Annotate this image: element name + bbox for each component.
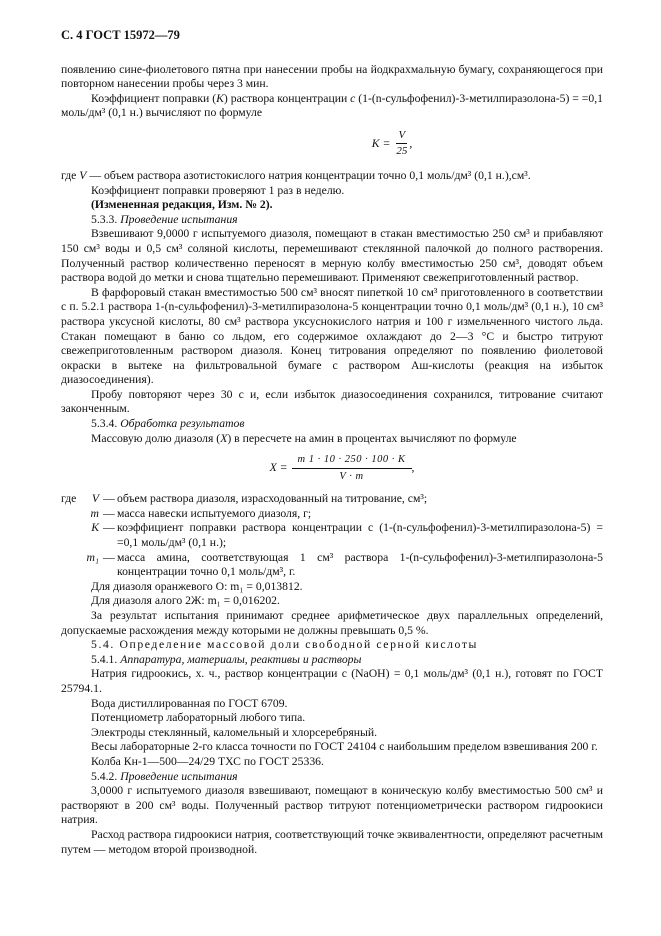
definition-dash: — (103, 521, 115, 535)
formula-mass-fraction (81, 450, 603, 486)
paragraph-correction-factor: Коэффициент поправки (K) раствора концентрации c (1-(n-сульфофенил)-3-метилпиразолона-5) = =0,1 моль/дм³ (0,1 н.) вычисляют по формуле (61, 91, 604, 120)
paragraph-where-v: где V — объем раствора азотистокислого натрия концентрации точно 0,1 моль/дм³ (0,1 н.),см³. (61, 168, 531, 182)
formula-lhs: X = (269, 460, 288, 474)
section-5-3-3-heading: 5.3.3. Проведение испытания (91, 212, 238, 226)
paragraph-revision-note: (Измененная редакция, Изм. № 2). (91, 198, 273, 212)
definition-row (61, 551, 603, 580)
paragraph-titration: В фарфоровый стакан вместимостью 500 см³ вносят пипеткой 10 см³ приготовленного в соответствии с п. 5.2.1 раствора 1-(n-сульфофенил)-3-метилпиразолона-5 концентрации точно 0,1 моль/дм³ (0,1 н.), 10 см³ раствора уксусной кислоты, 80 см³ раствора уксуснокислого натрия и 100 г измельченного чистого льда. Стакан помещают в баню со льдом, его содержимое охлаждают до 2—3 °С и быстро титруют свежеприготовленным раствором диазоля. Конец титрования определяют по появлению фиолетовой окраски в вытеке на фильтровальной бумаге с раствором Аш-кислоты (реакция на избыток диазосоединения). (61, 285, 603, 387)
paragraph-weekly-check: Коэффициент поправки проверяют 1 раз в неделю. (91, 183, 345, 197)
paragraph-result: За результат испытания принимают среднее арифметическое двух параллельных определений, допускаемые расхождения между которыми не должны превышать 0,5 %. (61, 609, 603, 637)
paragraph-electrodes: Электроды стеклянный, каломельный и хлорсеребряный. (91, 725, 378, 739)
paragraph-naoh: Натрия гидроокись, х. ч., раствор концентрации c (NaOH) = 0,1 моль/дм³ (0,1 н.), готовят по ГОСТ 25794.1. (61, 667, 603, 695)
formula-correction-factor (181, 127, 603, 161)
formula-fraction (292, 453, 412, 483)
formula-numerator: m 1 · 10 · 250 · 100 · K (292, 453, 412, 469)
section-5-4-2-heading: 5.4.2. Проведение испытания (91, 769, 238, 783)
paragraph-potentiometer: Потенциометр лабораторный любого типа. (91, 711, 306, 725)
formula-denominator: 25 (396, 145, 408, 158)
definition-row (61, 507, 603, 522)
section-5-4-1-heading: 5.4.1. Аппаратура, материалы, реактивы и растворы (91, 652, 362, 666)
definition-text: масса амина, соответствующая 1 см³ раствора 1-(n-сульфофенил)-3-метилпиразолона-5 концентрации точно 0,1 моль/дм³, г. (117, 550, 603, 579)
paragraph-continuation: появлению сине-фиолетового пятна при нанесении пробы на йодкрахмальную бумагу, сохраняющегося при повторном нанесении пробы через 3 мин. (61, 62, 603, 91)
definition-dash: — (103, 506, 115, 520)
definitions-list (61, 492, 603, 580)
formula-numerator: V (396, 129, 407, 144)
section-5-3-4-heading: 5.3.4. Обработка результатов (91, 417, 245, 431)
paragraph-weighing: Взвешивают 9,0000 г испытуемого диазоля, помещают в стакан вместимостью 250 см³ и прибавляют 150 см³ воды и 0,5 см³ соляной кислоты, перемешивают стеклянной палочкой до полного растворения. Полученный раствор количественно переносят в мерную колбу вместимостью 250 см³, доводят объем раствора водой до метки и снова тщательно перемешивают. Применяют свежеприготовленный раствор. (61, 227, 603, 285)
section-5-4-heading: 5.4. Определение массовой доли свободной серной кислоты (91, 638, 479, 652)
definition-row (61, 492, 603, 507)
definition-dash: — (103, 550, 115, 564)
paragraph-scarlet-2zh: Для диазоля алого 2Ж: m₁ = 0,016202. (91, 594, 280, 608)
definitions-where: где (61, 492, 77, 506)
paragraph-flask: Колба Кн-1—500—24/29 ТХС по ГОСТ 25336. (91, 754, 324, 768)
formula-tail: , (411, 460, 415, 474)
definition-text: коэффициент поправки раствора концентрации c (1-(n-сульфофенил)-3-метилпиразолона-5) = =0,1 моль/дм³ (0,1 н.); (117, 521, 603, 550)
paragraph-orange-o: Для диазоля оранжевого О: m₁ = 0,013812. (91, 579, 303, 593)
formula-tail: , (409, 136, 413, 150)
paragraph-equivalence: Расход раствора гидроокиси натрия, соответствующий точке эквивалентности, определяют расчетным путем — методом второй производной. (61, 827, 603, 856)
formula-fraction (394, 129, 409, 158)
definition-row (61, 521, 603, 550)
paragraph-repeat-test: Пробу повторяют через 30 с и, если избыток диазосоединения сохранился, титрование считают законченным. (61, 387, 603, 416)
definition-symbol: m₁ (86, 550, 99, 564)
paragraph-balance: Весы лабораторные 2-го класса точности по ГОСТ 24104 с наибольшим пределом взвешивания 200 г. (91, 740, 598, 754)
definition-symbol: K (91, 521, 99, 535)
definition-symbol: V (91, 492, 99, 506)
paragraph-dissolve: 3,0000 г испытуемого диазоля взвешивают, помещают в коническую колбу вместимостью 500 см³ и растворяют в 200 см³ воды. Полученный раствор титруют потенциометрически раствором гидроокиси натрия. (61, 784, 603, 827)
definition-text: масса навески испытуемого диазоля, г; (117, 506, 312, 520)
page-header: С. 4 ГОСТ 15972—79 (61, 28, 180, 42)
definition-text: объем раствора диазоля, израсходованный на титрование, см³; (117, 492, 428, 506)
definition-symbol: m (90, 506, 99, 520)
paragraph-mass-fraction: Массовую долю диазоля (X) в пересчете на амин в процентах вычисляют по формуле (91, 431, 517, 445)
paragraph-water: Вода дистиллированная по ГОСТ 6709. (91, 696, 288, 710)
formula-lhs: K = (371, 136, 391, 150)
formula-denominator: V · m (339, 471, 364, 483)
definition-dash: — (103, 492, 115, 506)
